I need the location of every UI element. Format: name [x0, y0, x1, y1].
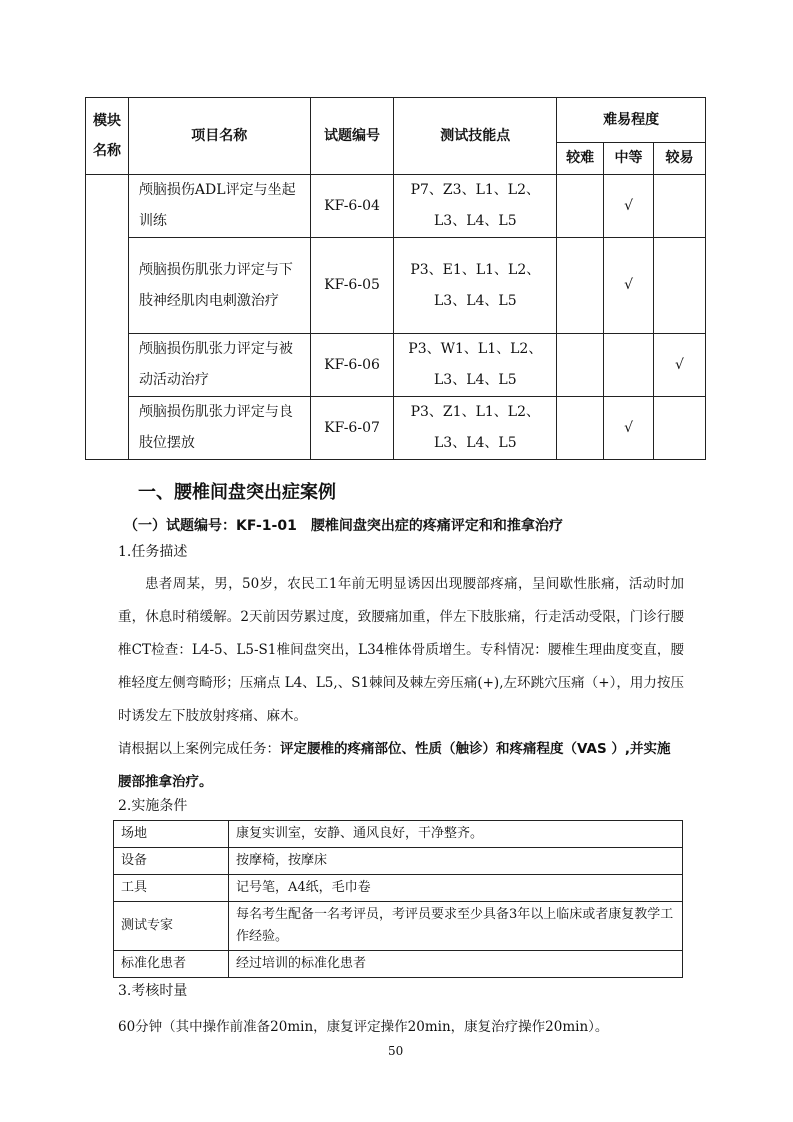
table-row — [86, 238, 706, 334]
difficulty-easy: √ — [654, 334, 706, 397]
skill-points: P3、W1、L1、L2、L3、L4、L5 — [394, 334, 557, 397]
task-bold: 评定腰椎的疼痛部位、性质（触诊）和疼痛程度（VAS ）,并实施腰部推拿治疗。 — [118, 741, 671, 790]
table-row — [86, 175, 706, 238]
conditions-table — [113, 820, 683, 978]
difficulty-easy — [654, 175, 706, 238]
header-project: 项目名称 — [128, 98, 310, 175]
condition-row — [114, 875, 683, 902]
task-heading: 1.任务描述 — [118, 544, 188, 560]
table-row — [86, 334, 706, 397]
subsection-title: （一）试题编号：KF-1-01 腰椎间盘突出症的疼痛评定和和推拿治疗 — [124, 518, 563, 534]
condition-value: 经过培训的标准化患者 — [229, 951, 683, 978]
page-number: 50 — [388, 1044, 404, 1058]
difficulty-medium — [604, 334, 654, 397]
time-heading: 3.考核时量 — [118, 983, 188, 999]
condition-key: 标准化患者 — [114, 951, 229, 978]
difficulty-hard — [557, 175, 604, 238]
condition-row — [114, 902, 683, 951]
condition-key: 设备 — [114, 848, 229, 875]
condition-row — [114, 848, 683, 875]
skill-points: P3、Z1、L1、L2、L3、L4、L5 — [394, 397, 557, 460]
condition-value: 康复实训室，安静、通风良好，干净整齐。 — [229, 821, 683, 848]
module-cell — [86, 175, 129, 460]
task-instruction — [118, 733, 684, 799]
skill-points: P3、E1、L1、L2、L3、L4、L5 — [394, 238, 557, 334]
difficulty-easy — [654, 397, 706, 460]
skill-points: P7、Z3、L1、L2、L3、L4、L5 — [394, 175, 557, 238]
condition-row — [114, 951, 683, 978]
condition-key: 场地 — [114, 821, 229, 848]
project-name: 颅脑损伤ADL评定与坐起训练 — [128, 175, 310, 238]
header-medium: 中等 — [604, 143, 654, 175]
condition-value: 按摩椅，按摩床 — [229, 848, 683, 875]
header-difficulty: 难易程度 — [557, 98, 706, 143]
difficulty-medium: √ — [604, 397, 654, 460]
difficulty-medium: √ — [604, 175, 654, 238]
project-name: 颅脑损伤肌张力评定与被动活动治疗 — [128, 334, 310, 397]
header-skills: 测试技能点 — [394, 98, 557, 175]
case-text: 患者周某，男，50岁，农民工1年前无明显诱因出现腰部疼痛，呈间歇性胀痛，活动时加重，休息时稍缓解。2天前因劳累过度，致腰痛加重，伴左下肢胀痛，行走活动受限，门诊行腰椎CT检查：L4-5、L5-S1椎间盘突出，L34椎体骨质增生。专科情况：腰椎生理曲度变直，腰椎轻度左侧弯畸形；压痛点 L4、L5,、S1棘间及棘左旁压痛(+),左环跳穴压痛（+），用力按压时诱发左下肢放射疼痛、麻木。 — [118, 576, 684, 724]
table-row — [86, 397, 706, 460]
header-easy: 较易 — [654, 143, 706, 175]
section-title: 一、腰椎间盘突出症案例 — [138, 482, 336, 503]
difficulty-medium: √ — [604, 238, 654, 334]
project-table — [85, 97, 706, 460]
project-name: 颅脑损伤肌张力评定与下肢神经肌肉电刺激治疗 — [128, 238, 310, 334]
case-description — [118, 568, 684, 733]
header-hard: 较难 — [557, 143, 604, 175]
header-module: 模块名称 — [86, 98, 129, 175]
condition-key: 测试专家 — [114, 902, 229, 951]
difficulty-hard — [557, 334, 604, 397]
condition-value: 每名考生配备一名考评员，考评员要求至少具备3年以上临床或者康复教学工作经验。 — [229, 902, 683, 951]
question-code: KF-6-04 — [310, 175, 394, 238]
header-code: 试题编号 — [310, 98, 394, 175]
question-code: KF-6-06 — [310, 334, 394, 397]
difficulty-hard — [557, 397, 604, 460]
condition-row — [114, 821, 683, 848]
question-code: KF-6-07 — [310, 397, 394, 460]
condition-key: 工具 — [114, 875, 229, 902]
task-prefix: 请根据以上案例完成任务： — [118, 741, 280, 757]
condition-value: 记号笔，A4纸，毛巾卷 — [229, 875, 683, 902]
difficulty-easy — [654, 238, 706, 334]
project-name: 颅脑损伤肌张力评定与良肢位摆放 — [128, 397, 310, 460]
time-text: 60分钟（其中操作前准备20min，康复评定操作20min，康复治疗操作20min）。 — [118, 1019, 609, 1035]
conditions-heading: 2.实施条件 — [118, 798, 188, 814]
difficulty-hard — [557, 238, 604, 334]
question-code: KF-6-05 — [310, 238, 394, 334]
